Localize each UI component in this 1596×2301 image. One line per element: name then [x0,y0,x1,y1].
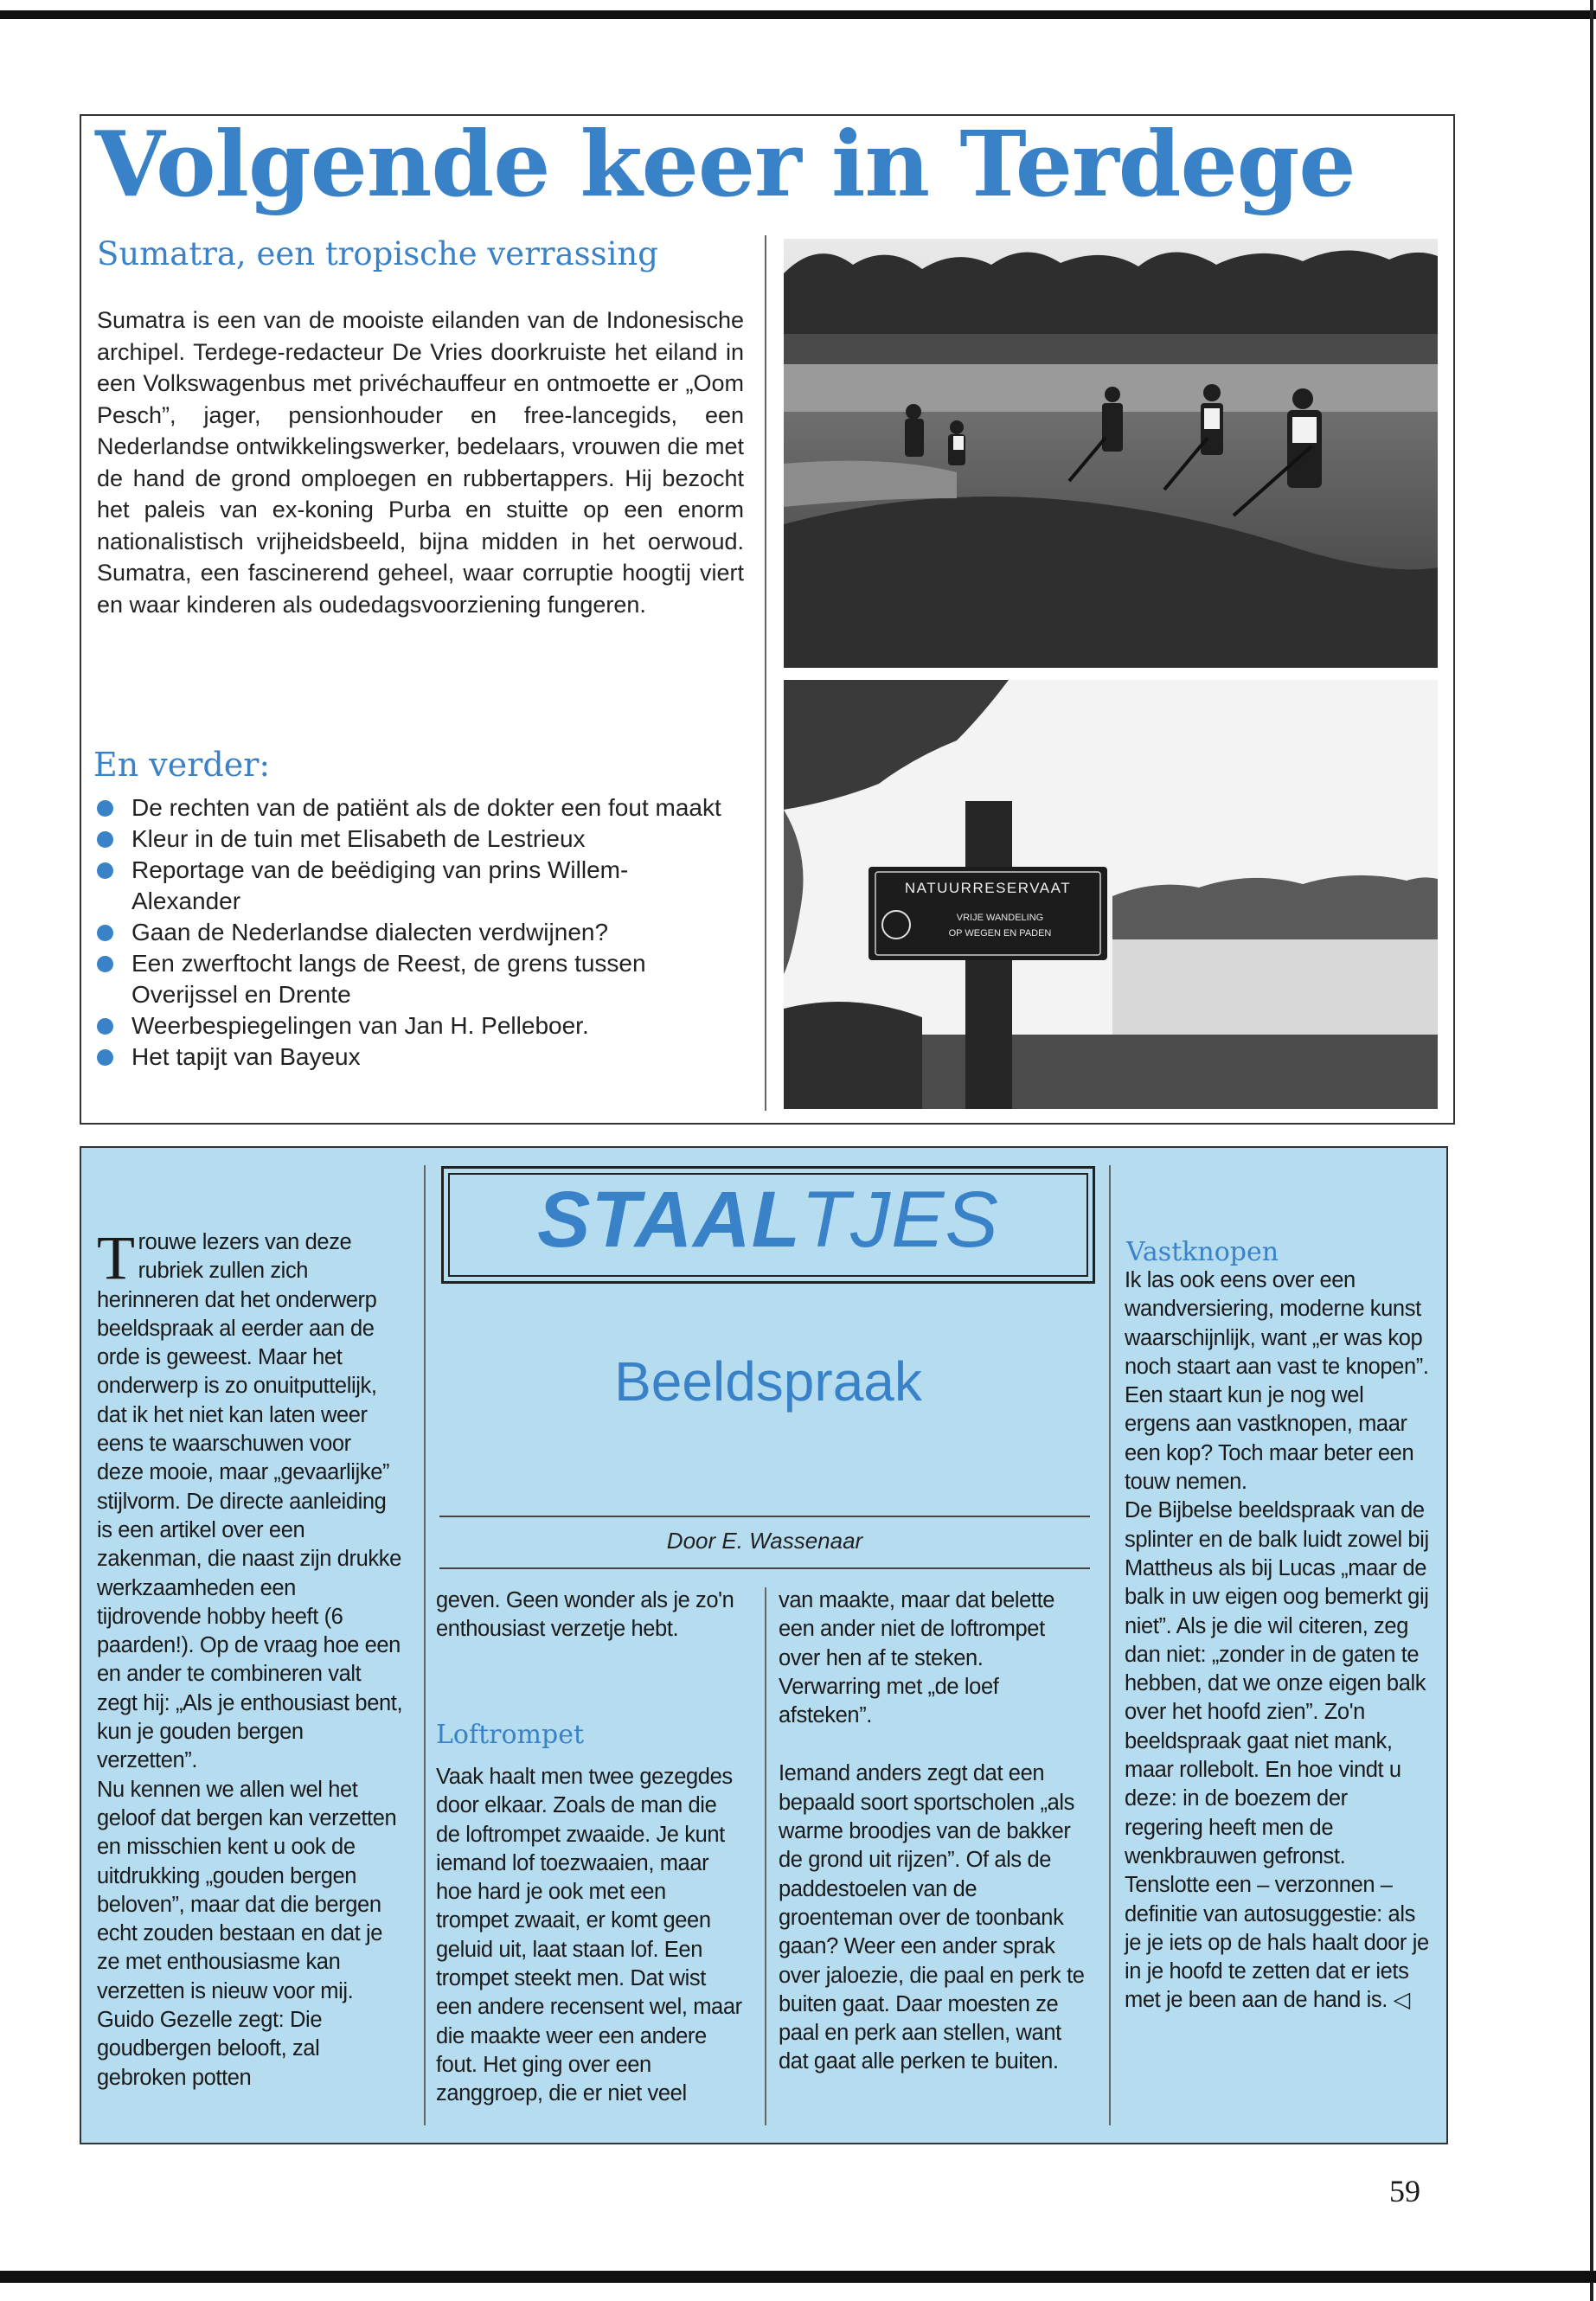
text-column-4 [1125,1266,1429,2016]
column-divider [1109,1165,1111,2125]
paragraph: Nu kennen we allen wel het geloof dat bergen kan verzetten en misschien kent u ook de uitdrukking „gouden bergen beloven”, maar dat die bergen echt zouden bestaan en dat je ze met enthousiasme kan verzetten is nieuw voor mij. Guido Gezelle zegt: Die goudbergen belooft, zal gebroken potten [97,1777,397,2090]
paragraph: De Bijbelse beeldspraak van de splinter en de balk luidt zowel bij Mattheus als bij Lucas „maar de balk in uw eigen oog bemerkt gij niet”. Als je die wil citeren, zeg dan niet: „zonder in de gaten te hebben, dat we onze eigen balk over het hoofd zien”. Zo'n beeldspraak gaat niet mank, maar rollebolt. En hoe vindt u deze: in de boezem der regering heeft men de wenkbrauwen gefronst. Tenslotte een – verzonnen – definitie van autosuggestie: als je je iets op de hals haalt door je in je hoofd te zetten dat er iets met je been aan de hand is. ◁ [1125,1498,1429,2013]
section-title-rest: TJES [800,1176,999,1264]
bullet-icon [97,1018,113,1035]
text-column-1 [97,1223,403,2093]
column-divider [424,1165,426,2125]
top-rule [0,10,1596,19]
list-item [93,948,734,1010]
divider [439,1516,1090,1517]
paragraph: van maakte, maar dat belette een ander niet de loftrompet over hen af te steken. Verwarring met „de loef afsteken”. [779,1588,1055,1728]
sign-line1: NATUURRESERVAAT [904,880,1072,896]
list-item [93,1042,734,1073]
paragraph: Vaak haalt men twee gezegdes door elkaar. Zoals de man die de loftrompet zwaaide. Je kunt iemand lof toezwaaien, maar hoe hard je ook met een trompet zwaait, er komt geen geluid uit, laat staan lof. Een trompet steekt men. Dat wist een andere recensent wel, maar die maakte weer een andere fout. Het ging over een zanggroep, die er niet veel [436,1765,742,2106]
bottom-rule [0,2271,1596,2283]
bullet-icon [97,862,113,879]
sign-line3: OP WEGEN EN PADEN [948,928,1052,939]
list-item-text: Weerbespiegelingen van Jan H. Pelleboer. [131,1012,589,1039]
article-subtitle: Sumatra, een tropische verrassing [97,235,658,272]
list-item-text: Kleur in de tuin met Elisabeth de Lestrieux [131,825,586,852]
paragraph: rouwe lezers van deze rubriek zullen zich herinneren dat het onderwerp beeldspraak al eerder aan de orde is geweest. Maar het onderwerp is zo onuitputtelijk, dat ik het niet kan laten weer eens te waarschuwen voor deze mooie, maar „gevaarlijke” stijlvorm. De directe aanleiding is een artikel over een zakenman, die naast zijn drukke werkzaamheden een tijdrovende hobby heeft (6 paarden!). Op de vraag hoe een en ander te combineren valt zegt hij: „Als je enthousiast bent, kun je gouden bergen verzetten”. [97,1230,403,1773]
vastknopen-heading: Vastknopen [1126,1237,1279,1267]
list-item [93,792,734,824]
list-item-text: De rechten van de patiënt als de dokter een fout maakt [131,794,721,821]
section-title-bold: STAAL [537,1176,801,1264]
paragraph: geven. Geen wonder als je zo'n enthousiast verzetje hebt. [436,1588,734,1642]
text-column-3 [779,1586,1086,2077]
paragraph-gap [779,1730,1086,1759]
list-item-text: Gaan de Nederlandse dialecten verdwijnen? [131,919,609,945]
list-item [93,855,734,917]
sign-line2: VRIJE WANDELING [956,913,1044,923]
text-column-2 [436,1586,744,1644]
paragraph: Iemand anders zegt dat een bepaald soort sportscholen „als warme broodjes van de bakker de grond uit rijzen”. Of als de paddestoelen van de groenteman over de toonbank gaan? Weer een ander sprak over jaloezie, die paal en perk te buiten gaat. Daar moesten ze paal en perk aan stellen, want dat gaat alle perken te buiten. [779,1761,1085,2074]
text-column-2b [436,1763,744,2109]
list-item [93,1010,734,1042]
column-divider [765,1587,766,2125]
page-number: 59 [1389,2174,1420,2208]
paragraph: Ik las ook eens over een wandversiering, moderne kunst waarschijnlijk, want „er was kop noch staart aan vast te knopen”. Een staart kun je nog wel ergens aan vastknopen, maar een kop? Toch maar beter een touw nemen. [1125,1268,1429,1495]
list-item-text: Een zwerftocht langs de Reest, de grens tussen Overijssel en Drente [131,950,646,1008]
bullet-icon [97,1049,113,1066]
bullet-icon [97,956,113,972]
en-verder-heading: En verder: [93,746,271,784]
en-verder-list [93,792,734,1073]
bullet-icon [97,831,113,848]
section-title [441,1175,1095,1266]
loftrompet-heading: Loftrompet [436,1720,585,1750]
nature-reserve-photo [784,680,1438,1109]
column-title: Beeldspraak [614,1350,922,1413]
right-rule [1590,0,1593,2301]
list-item [93,824,734,855]
intro-paragraph: Sumatra is een van de mooiste eilanden van de Indonesische archipel. Terdege-redacteur De Vries doorkruiste het eiland in een Volkswagenbus met privéchauffeur en ontmoette er „Oom Pesch”, jager, pensionhouder en free-lancegids, een Nederlandse ontwikkelingswerker, bedelaars, vrouwen die met de hand de grond omploegen en rubbertappers. Hij bezocht het paleis van ex-koning Purba en stuitte op een enorm nationalistisch vrijheidsbeeld, bijna midden in het oerwoud. Sumatra, een fascinerend geheel, waar corruptie hoogtij viert en waar kinderen als oudedagsvoorziening fungeren. [97,307,744,618]
list-item-text: Het tapijt van Bayeux [131,1043,361,1070]
list-item-text: Reportage van de beëdiging van prins Willem-Alexander [131,856,629,914]
drop-cap: T [97,1223,135,1292]
bullet-icon [97,925,113,941]
column-divider [765,235,766,1111]
sumatra-field-photo [784,239,1438,668]
list-item [93,917,734,948]
divider [439,1567,1090,1569]
bullet-icon [97,800,113,817]
page-title: Volgende keer in Terdege [95,111,1356,217]
author-byline: Door E. Wassenaar [666,1528,863,1554]
